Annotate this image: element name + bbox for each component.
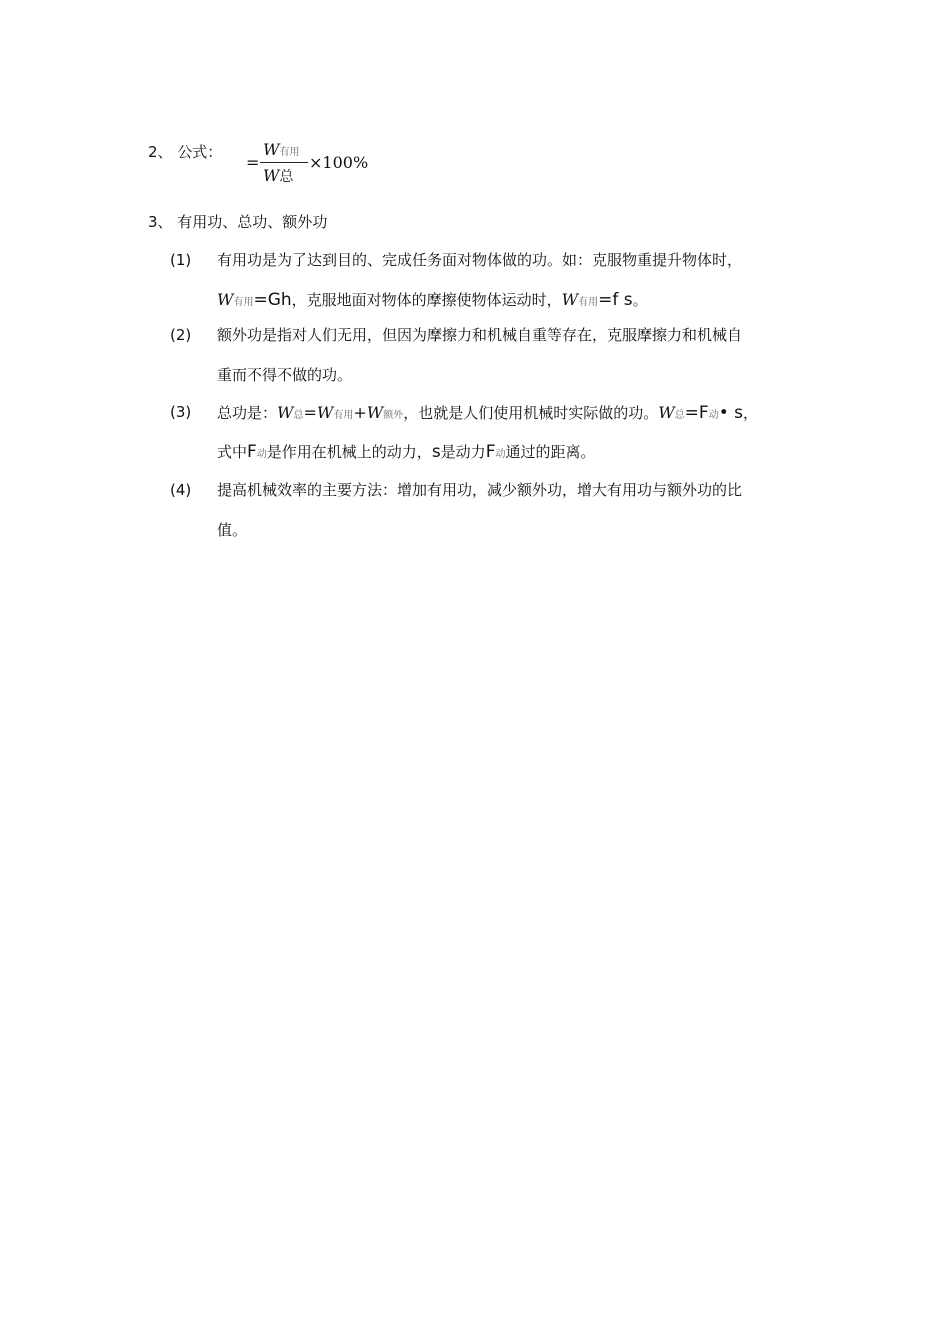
item1-line1: 有用功是为了达到目的、完成任务面对物体做的功。如：克服物重提升物体时， (217, 251, 743, 269)
fraction-bar (260, 162, 308, 163)
item4-line2: 值。 (217, 521, 248, 539)
formula-numerator: W有用 (263, 140, 300, 159)
item3-line1: 总功是：W总=W有用+W额外，也就是人们使用机械时实际做的功。W总=F动• s， (217, 403, 758, 423)
item2-number: (2) (170, 326, 192, 344)
item4-line1: 提高机械效率的主要方法：增加有用功，减少额外功，增大有用功与额外功的比 (217, 481, 743, 499)
section3-heading: 3、 有用功、总功、额外功 (148, 213, 328, 231)
efficiency-formula (246, 138, 376, 188)
item1-number: (1) (170, 251, 192, 269)
formula-equals: = (246, 153, 260, 172)
formula-heading: 2、 公式： (148, 143, 223, 161)
item2-line2: 重而不得不做的功。 (217, 366, 353, 384)
item4-number: (4) (170, 481, 192, 499)
item1-line2: W有用=Gh，克服地面对物体的摩擦使物体运动时，W有用=f s。 (217, 290, 648, 310)
formula-denominator: W总 (263, 166, 294, 185)
formula-times-100: ×100% (309, 153, 369, 172)
item2-line1: 额外功是指对人们无用，但因为摩擦力和机械自重等存在，克服摩擦力和机械自 (217, 326, 743, 344)
item3-number: (3) (170, 403, 192, 421)
item3-line2: 式中F动是作用在机械上的动力，s是动力F动通过的距离。 (217, 442, 596, 462)
